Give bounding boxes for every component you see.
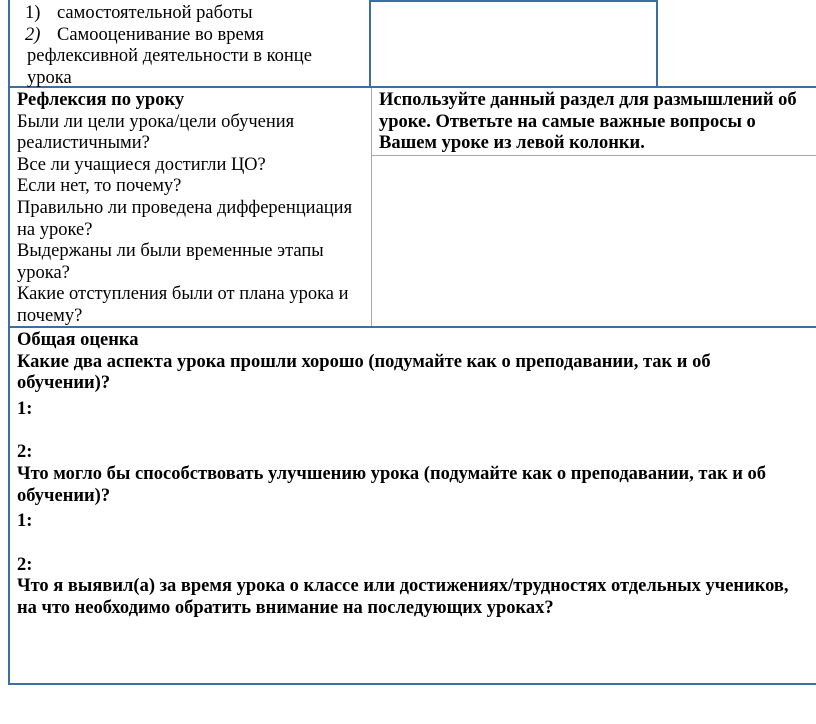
reflection-question-line: Все ли учащиеся достигли ЦО? bbox=[17, 154, 266, 175]
summary-answer-2: 2: bbox=[17, 442, 33, 463]
summary-question-1-line: Какие два аспекта урока прошли хорошо (подумайте как о преподавании, так и об bbox=[17, 351, 711, 372]
top-cell-top-border bbox=[369, 0, 658, 2]
list-item bbox=[25, 25, 312, 47]
summary-title: Общая оценка bbox=[17, 330, 139, 350]
reflection-title: Рефлексия по уроку bbox=[17, 90, 185, 110]
instruction-line: Используйте данный раздел для размышлений об bbox=[379, 90, 797, 110]
instruction-line: Вашем уроке из левой колонки. bbox=[379, 133, 645, 154]
summary-cell bbox=[17, 330, 789, 620]
summary-question-2-line: Что могло бы способствовать улучшению урока (подумайте как о преподавании, так и об bbox=[17, 463, 767, 484]
summary-answer-1: 1: bbox=[17, 511, 33, 532]
top-row-text bbox=[25, 3, 312, 89]
list-continuation-line: урока bbox=[27, 67, 72, 88]
summary-question-3-line: на что необходимо обратить внимание на последующих уроках? bbox=[17, 597, 554, 618]
table-border-bottom bbox=[8, 683, 816, 685]
reflection-question-line: почему? bbox=[17, 305, 83, 326]
top-column-divider-2 bbox=[656, 0, 658, 88]
table-border-left bbox=[8, 0, 10, 685]
top-column-divider-1 bbox=[369, 0, 371, 88]
list-text: Самооценивание во время bbox=[57, 24, 264, 45]
list-number: 1) bbox=[25, 3, 41, 23]
reflection-question-line: на уроке? bbox=[17, 219, 93, 240]
list-item bbox=[25, 3, 312, 25]
reflection-question-line: Какие отступления были от плана урока и bbox=[17, 284, 349, 305]
reflection-question-line: Правильно ли проведена дифференциация bbox=[17, 197, 353, 218]
reflection-question-line: Выдержаны ли были временные этапы bbox=[17, 241, 324, 262]
list-continuation-line: рефлексивной деятельности в конце bbox=[27, 46, 312, 67]
reflection-question-line: урока? bbox=[17, 262, 70, 283]
reflection-question-line: реалистичными? bbox=[17, 133, 150, 154]
summary-answer-2: 2: bbox=[17, 554, 33, 575]
instruction-cell bbox=[379, 90, 797, 155]
summary-answer-1: 1: bbox=[17, 398, 33, 419]
instruction-line: уроке. Ответьте на самые важные вопросы о bbox=[379, 111, 756, 132]
reflection-question-line: Если нет, то почему? bbox=[17, 176, 182, 197]
instruction-cell-divider bbox=[372, 155, 816, 156]
reflection-column-divider bbox=[371, 88, 372, 326]
summary-question-1-line: обучении)? bbox=[17, 373, 111, 394]
list-text: самостоятельной работы bbox=[57, 3, 253, 23]
reflection-cell bbox=[17, 90, 352, 328]
summary-question-3-line: Что я выявил(а) за время урока о классе или достижениях/трудностях отдельных учеников, bbox=[17, 576, 789, 597]
list-number: 2) bbox=[25, 24, 41, 45]
summary-question-2-line: обучении)? bbox=[17, 485, 111, 506]
reflection-question-line: Были ли цели урока/цели обучения bbox=[17, 111, 295, 132]
